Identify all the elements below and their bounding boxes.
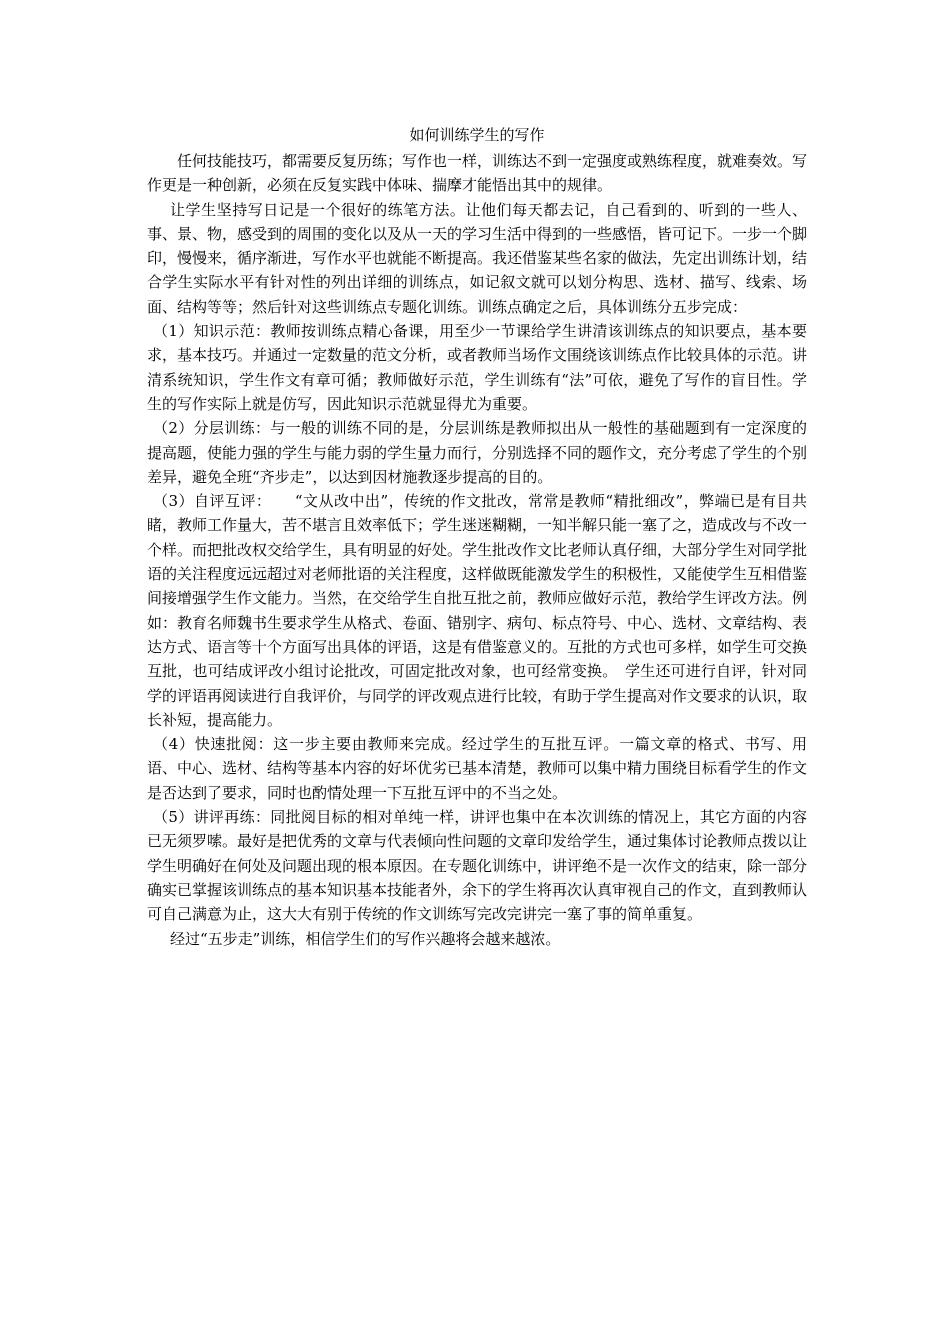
paragraph-step-5: （5）讲评再练：同批阅目标的相对单纯一样，讲评也集中在本次训练的情况上，其它方面的内容已无须罗嗦。最好是把优秀的文章与代表倾向性问题的文章印发给学生，通过集体讨论教师点拨以让学生明确好在何处及问题出现的根本原因。在专题化训练中，讲评绝不是一次作文的结束，除一部分确实已掌握该训练点的基本知识基本技能者外，余下的学生将再次认真审视自己的作文，直到教师认可自己满意为止，这大大有别于传统的作文训练写完改完讲完一塞了事的简单重复。 bbox=[147, 808, 808, 924]
paragraph-step-1: （1）知识示范：教师按训练点精心备课，用至少一节课给学生讲清该训练点的知识要点，基本要求，基本技巧。并通过一定数量的范文分析，或者教师当场作文围绕该训练点作比较具体的示范。讲清系统知识，学生作文有章可循；教师做好示范，学生训练有“法”可依，避免了写作的盲目性。学生的写作实际上就是仿写，因此知识示范就显得尤为重要。 bbox=[147, 322, 808, 413]
paragraph-step-3: （3）自评互评： “文从改中出”，传统的作文批改，常常是教师“精批细改”，弊端已是有目共睹，教师工作量大，苦不堪言且效率低下；学生迷迷糊糊，一知半解只能一塞了之，造成改与不改一个样。而把批改权交给学生，具有明显的好处。学生批改作文比老师认真仔细，大部分学生对同学批语的关注程度远远超过对老师批语的关注程度，这样做既能激发学生的积极性，又能使学生互相借鉴间接增强学生作文能力。当然，在交给学生自批互批之前，教师应做好示范，教给学生评改方法。例如：教育名师魏书生要求学生从格式、卷面、错别字、病句、标点符号、中心、选材、文章结构、表达方式、语言等十个方面写出具体的评语，这是有借鉴意义的。互批的方式也可多样，如学生可交换互批，也可结成评改小组讨论批改，可固定批改对象，也可经常变换。 学生还可进行自评，针对同学的评语再阅读进行自我评价，与同学的评改观点进行比较，有助于学生提高对作文要求的认识，取长补短，提高能力。 bbox=[147, 492, 808, 729]
paragraph-step-4: （4）快速批阅：这一步主要由教师来完成。经过学生的互批互评。一篇文章的格式、书写、用语、中心、选材、结构等基本内容的好坏优劣已基本清楚，教师可以集中精力围绕目标看学生的作文是否达到了要求，同时也酌情处理一下互批互评中的不当之处。 bbox=[147, 735, 808, 802]
paragraph-conclusion: 经过“五步走”训练，相信学生们的写作兴趣将会越来越浓。 bbox=[170, 929, 561, 948]
paragraph-step-2: （2）分层训练：与一般的训练不同的是，分层训练是教师拟出从一般性的基础题到有一定深度的提高题，使能力强的学生与能力弱的学生量力而行，分别选择不同的题作文，充分考虑了学生的个别差异，避免全班“齐步走”，以达到因材施教逐步提高的目的。 bbox=[147, 419, 808, 486]
document-page bbox=[147, 123, 807, 951]
paragraph-diary-method: 让学生坚持写日记是一个很好的练笔方法。让他们每天都去记，自己看到的、听到的一些人、事、景、物，感受到的周围的变化以及从一天的学习生活中得到的一些感悟，皆可记下。一步一个脚印，慢慢来，循序渐进，写作水平也就能不断提高。我还借鉴某些名家的做法，先定出训练计划，结合学生实际水平有针对性的列出详细的训练点，如记叙文就可以划分构思、选材、描写、线索、场面、结构等等；然后针对这些训练点专题化训练。训练点确定之后，具体训练分五步完成： bbox=[147, 200, 808, 316]
document-title: 如何训练学生的写作 bbox=[409, 126, 545, 144]
paragraph-intro: 任何技能技巧，都需要反复历练；写作也一样，训练达不到一定强度或熟练程度，就难奏效。写作更是一种创新，必须在反复实践中体味、揣摩才能悟出其中的规律。 bbox=[147, 152, 808, 195]
